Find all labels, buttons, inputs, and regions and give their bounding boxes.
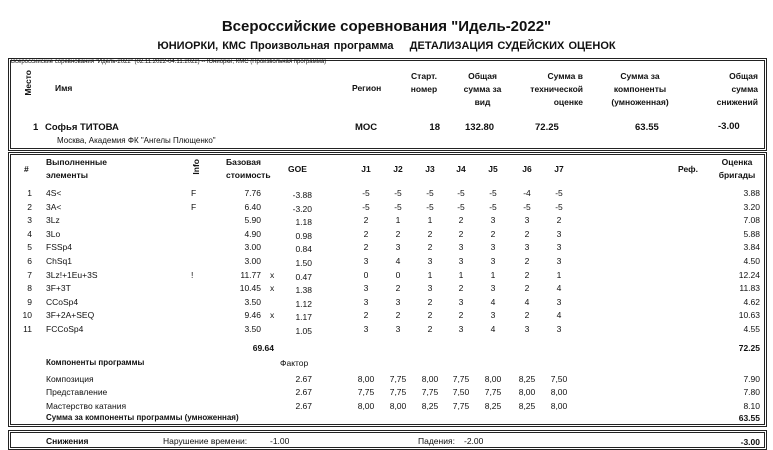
judge-score: 2 xyxy=(524,256,530,266)
element-goe: 1.38 xyxy=(295,285,312,296)
judge-score: 8,00 xyxy=(550,400,568,411)
judge-score: 2 xyxy=(395,283,401,294)
judge-score: 1 xyxy=(395,215,401,226)
components-section-header: Компоненты программы xyxy=(46,358,145,367)
judge-score: 3 xyxy=(490,283,496,294)
start-header: Старт. номер xyxy=(410,71,438,94)
judge-score: 2 xyxy=(427,310,433,321)
element-goe: 1.05 xyxy=(295,326,312,336)
tech-header: Сумма в технической оценке xyxy=(530,71,583,107)
element-number: 2 xyxy=(27,201,32,212)
judge-score: 4 xyxy=(490,324,496,334)
judge-score: 2 xyxy=(458,215,464,226)
judge-score: 8,00 xyxy=(484,374,502,384)
panel-score-header: Оценка бригады xyxy=(718,157,756,180)
judge-score: 4 xyxy=(395,256,401,266)
component-score: 8.10 xyxy=(743,400,760,411)
element-code: 3Lz xyxy=(46,215,60,226)
judge-score: -5 xyxy=(426,188,434,198)
name-header: Имя xyxy=(55,83,73,93)
judge-score: -4 xyxy=(523,188,531,198)
judge-score: 7,75 xyxy=(421,387,439,398)
num-header: # xyxy=(24,164,29,174)
element-goe: 0.47 xyxy=(295,271,312,282)
element-base-value: 10.45 xyxy=(239,283,261,294)
element-info: F xyxy=(191,201,197,212)
element-info: ! xyxy=(191,269,194,280)
base-header: Базовая стоимость xyxy=(226,157,271,180)
element-number: 4 xyxy=(27,228,32,239)
judge-score: 8,00 xyxy=(357,374,375,384)
skater-start: 18 xyxy=(429,122,440,133)
judge-score: -5 xyxy=(555,201,563,212)
judge-header-2: J2 xyxy=(393,164,403,174)
judge-score: -5 xyxy=(489,188,497,198)
element-code: CCoSp4 xyxy=(46,296,79,307)
judge-score: 1 xyxy=(458,269,464,280)
judge-header-7: J7 xyxy=(554,164,564,174)
element-code: 3F+3T xyxy=(46,283,71,294)
element-base-value: 3.50 xyxy=(244,324,261,334)
element-code: ChSq1 xyxy=(46,256,72,266)
judge-score: 3 xyxy=(395,324,401,334)
element-base-value: 9.46 xyxy=(244,310,261,321)
element-goe: 1.17 xyxy=(295,312,312,323)
judge-score: 2 xyxy=(395,228,401,239)
judge-score: 3 xyxy=(458,324,464,334)
component-name: Мастерство катания xyxy=(46,400,127,411)
judge-score: 3 xyxy=(458,256,464,266)
judge-score: 3 xyxy=(556,324,562,334)
skater-club: Москва, Академия ФК "Ангелы Плющенко" xyxy=(57,136,216,145)
judge-score: 8,00 xyxy=(389,400,407,411)
judge-score: 7,75 xyxy=(389,387,407,398)
falls-value: -2.00 xyxy=(464,436,484,446)
element-code: 3Lo xyxy=(46,228,61,239)
judge-score: -5 xyxy=(394,201,402,212)
judge-score: 3 xyxy=(490,256,496,266)
info-header: Info xyxy=(191,159,201,175)
deductions-header: Общая сумма снижений xyxy=(716,71,758,107)
judge-header-1: J1 xyxy=(361,164,371,174)
panel-score: 4.50 xyxy=(743,256,760,266)
judge-score: 1 xyxy=(556,269,562,280)
judge-score: 7,75 xyxy=(357,387,375,398)
judge-score: 2 xyxy=(524,310,530,321)
component-factor: 2.67 xyxy=(295,387,312,398)
judge-score: 4 xyxy=(556,310,562,321)
element-goe: 0.98 xyxy=(295,230,312,241)
bonus-mark: x xyxy=(270,310,275,321)
judge-score: 7,50 xyxy=(452,387,470,398)
judge-header-4: J4 xyxy=(456,164,466,174)
element-base-value: 5.90 xyxy=(244,215,261,226)
components-sum: 63.55 xyxy=(738,413,760,423)
element-goe: 1.18 xyxy=(295,217,312,228)
judge-score: 3 xyxy=(556,228,562,239)
element-base-value: 3.00 xyxy=(244,242,261,253)
judge-score: -5 xyxy=(457,201,465,212)
skater-components: 63.55 xyxy=(635,122,659,133)
region-header: Регион xyxy=(352,83,382,93)
element-number: 10 xyxy=(22,310,32,321)
event-line: Всероссийские соревнования "Идель-2022" (02.11.2022-04.11.2022) -- Юниорки, КМС (Произвольная программа) xyxy=(11,59,327,65)
element-number: 9 xyxy=(27,296,32,307)
panel-score: 5.88 xyxy=(743,228,760,239)
panel-score: 11.83 xyxy=(739,283,760,294)
goe-header: GOE xyxy=(288,164,307,174)
component-score: 7.80 xyxy=(743,387,760,398)
judge-score: 2 xyxy=(427,228,433,239)
element-base-value: 11.77 xyxy=(240,269,261,280)
component-score: 7.90 xyxy=(743,374,760,384)
judge-score: 8,00 xyxy=(518,387,536,398)
place-header: Место xyxy=(23,70,33,96)
bonus-mark: x xyxy=(270,283,275,294)
judge-score: 1 xyxy=(427,269,433,280)
element-base-value: 3.50 xyxy=(244,296,261,307)
judge-score: 4 xyxy=(556,283,562,294)
judge-score: 2 xyxy=(427,324,433,334)
skater-place: 1 xyxy=(33,122,39,133)
skater-region: МОС xyxy=(355,122,378,133)
component-factor: 2.67 xyxy=(295,374,312,384)
judge-score: 3 xyxy=(524,215,530,226)
element-number: 3 xyxy=(27,215,32,226)
judge-score: 2 xyxy=(395,310,401,321)
panel-score: 7.08 xyxy=(743,215,760,226)
judge-score: 3 xyxy=(556,256,562,266)
tech-total: 72.25 xyxy=(738,343,760,353)
judge-score: 3 xyxy=(363,324,369,334)
judge-score: 2 xyxy=(363,228,369,239)
component-factor: 2.67 xyxy=(295,400,312,411)
factor-label: Фактор xyxy=(280,358,309,368)
judge-header-3: J3 xyxy=(425,164,435,174)
judge-score: 2 xyxy=(556,215,562,226)
judge-score: -5 xyxy=(394,188,402,198)
page-subtitle: ЮНИОРКИ, КМС Произвольная программа ДЕТАЛИЗАЦИЯ СУДЕЙСКИХ ОЦЕНОК xyxy=(157,40,616,52)
element-code: 4S< xyxy=(46,188,62,198)
page-title: Всероссийские соревнования "Идель-2022" xyxy=(221,18,552,35)
judge-score: 3 xyxy=(490,215,496,226)
judge-score: 2 xyxy=(458,283,464,294)
panel-score: 12.24 xyxy=(738,269,760,280)
skater-tech: 72.25 xyxy=(535,122,559,133)
judge-score: 7,75 xyxy=(484,387,502,398)
judge-score: 2 xyxy=(458,228,464,239)
total-header: Общая сумма за вид xyxy=(463,71,502,107)
judge-score: 8,00 xyxy=(550,387,568,398)
judge-score: 3 xyxy=(395,296,401,307)
component-name: Представление xyxy=(46,387,108,398)
judge-score: 7,50 xyxy=(550,374,568,384)
judge-score: -5 xyxy=(362,201,370,212)
judge-score: 3 xyxy=(395,242,401,253)
ref-header: Реф. xyxy=(678,164,698,174)
panel-score: 4.62 xyxy=(743,296,760,307)
element-code: 3F+2A+SEQ xyxy=(46,310,95,321)
judge-score: 2 xyxy=(427,242,433,253)
judge-score: 3 xyxy=(363,256,369,266)
element-number: 7 xyxy=(27,269,32,280)
falls-label: Падения: xyxy=(418,436,455,446)
judge-score: 3 xyxy=(363,283,369,294)
time-violation-label: Нарушение времени: xyxy=(163,436,248,446)
judge-score: 1 xyxy=(490,269,496,280)
element-code: 3Lz!+1Eu+3S xyxy=(46,269,98,280)
judge-score: 4 xyxy=(490,296,496,307)
element-header: Выполненные элементы xyxy=(46,157,108,180)
skater-total: 132.80 xyxy=(465,122,495,133)
element-number: 8 xyxy=(27,283,32,294)
judge-score: 8,00 xyxy=(357,400,375,411)
judge-score: 2 xyxy=(490,228,496,239)
element-goe: -3.20 xyxy=(292,203,312,214)
judge-score: 0 xyxy=(395,269,401,280)
components-header: Сумма за компоненты (умноженная) xyxy=(611,71,669,107)
deductions-box xyxy=(8,430,767,450)
judge-score: 2 xyxy=(524,269,530,280)
judge-score: 2 xyxy=(427,296,433,307)
bonus-mark: x xyxy=(270,269,275,280)
element-goe: 1.50 xyxy=(295,258,312,268)
judge-score: 2 xyxy=(363,310,369,321)
judge-score: 4 xyxy=(524,296,530,307)
judge-score: 3 xyxy=(524,242,530,253)
judge-score: 3 xyxy=(524,324,530,334)
element-number: 6 xyxy=(27,256,32,266)
panel-score: 4.55 xyxy=(743,324,760,334)
deductions-label: Снижения xyxy=(46,436,89,446)
element-code: 3A< xyxy=(46,201,62,212)
element-number: 5 xyxy=(27,242,32,253)
skater-deductions: -3.00 xyxy=(718,121,740,132)
judge-score: 7,75 xyxy=(452,374,470,384)
element-base-value: 6.40 xyxy=(244,201,261,212)
judge-score: 8,25 xyxy=(518,400,536,411)
judge-score: 0 xyxy=(363,269,369,280)
judge-header-6: J6 xyxy=(522,164,532,174)
judge-score: 3 xyxy=(556,296,562,307)
judge-score: 3 xyxy=(427,256,433,266)
judge-score: 3 xyxy=(458,296,464,307)
judge-score: -5 xyxy=(426,201,434,212)
panel-score: 3.88 xyxy=(743,188,760,198)
panel-score: 10.63 xyxy=(738,310,760,321)
element-code: FCCoSp4 xyxy=(46,324,84,334)
judge-score: 8,25 xyxy=(421,400,439,411)
judge-header-5: J5 xyxy=(488,164,498,174)
element-number: 1 xyxy=(27,188,32,198)
element-base-value: 3.00 xyxy=(244,256,261,266)
judge-score: 3 xyxy=(458,242,464,253)
judge-score: 8,25 xyxy=(518,374,536,384)
judge-score: -5 xyxy=(555,188,563,198)
judge-score: 3 xyxy=(363,296,369,307)
judge-score: 3 xyxy=(556,242,562,253)
judge-score: -5 xyxy=(523,201,531,212)
base-total: 69.64 xyxy=(252,343,274,353)
element-base-value: 4.90 xyxy=(244,228,261,239)
judge-score: 2 xyxy=(363,215,369,226)
component-name: Композиция xyxy=(46,374,94,384)
skater-name: Софья ТИТОВА xyxy=(45,122,119,133)
judge-score: 3 xyxy=(490,242,496,253)
judge-score: 2 xyxy=(524,228,530,239)
element-goe: 0.84 xyxy=(295,244,312,255)
deductions-total: -3.00 xyxy=(740,437,760,447)
judge-score: -5 xyxy=(457,188,465,198)
time-violation-value: -1.00 xyxy=(270,436,290,446)
judge-score: 2 xyxy=(524,283,530,294)
judge-score: 2 xyxy=(363,242,369,253)
element-goe: -3.88 xyxy=(292,190,312,200)
judge-score: 7,75 xyxy=(389,374,407,384)
element-info: F xyxy=(191,188,197,198)
judge-score: -5 xyxy=(489,201,497,212)
judge-score: 3 xyxy=(427,283,433,294)
element-goe: 1.12 xyxy=(295,298,312,309)
judge-score: 2 xyxy=(458,310,464,321)
element-number: 11 xyxy=(23,324,32,334)
judge-score: 3 xyxy=(490,310,496,321)
panel-score: 3.20 xyxy=(743,201,760,212)
panel-score: 3.84 xyxy=(743,242,760,253)
judge-score: 8,00 xyxy=(421,374,439,384)
element-code: FSSp4 xyxy=(46,242,72,253)
element-base-value: 7.76 xyxy=(244,188,261,198)
components-sum-label: Сумма за компоненты программы (умноженная) xyxy=(46,413,239,422)
judge-score: 7,75 xyxy=(452,400,470,411)
judge-score: -5 xyxy=(362,188,370,198)
judge-score: 8,25 xyxy=(484,400,502,411)
judge-score: 1 xyxy=(427,215,433,226)
